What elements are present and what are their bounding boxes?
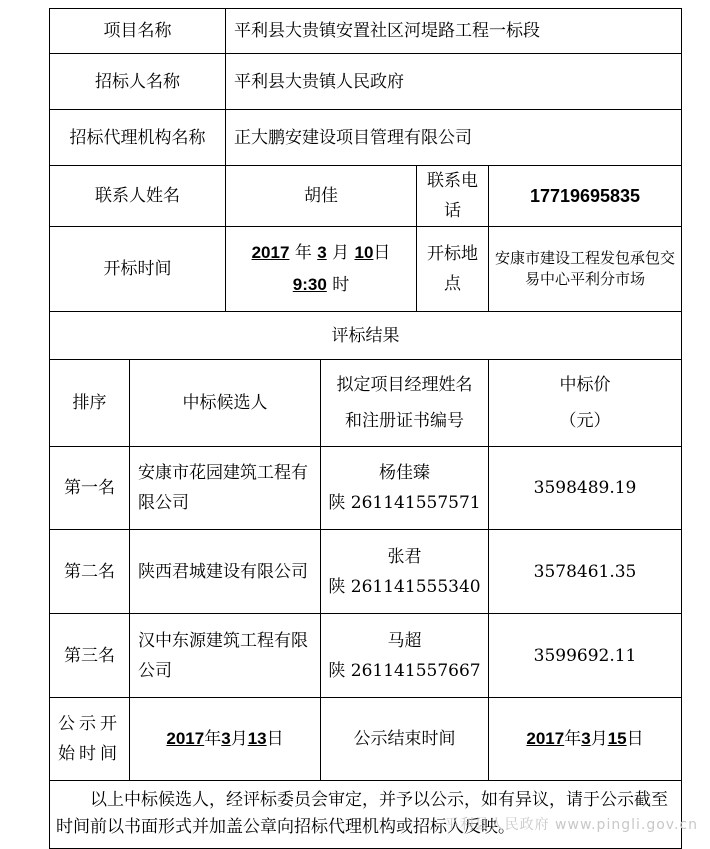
- manager-cell: [321, 530, 489, 614]
- publicity-end-label: 公示结束时间: [321, 698, 489, 781]
- col-manager-line2: 和注册证书编号: [345, 411, 464, 431]
- phone-value: [489, 166, 682, 227]
- publicity-start-value: [130, 698, 321, 781]
- project-name-value: 平利县大贵镇安置社区河堤路工程一标段: [226, 9, 682, 54]
- agency-value: 正大鹏安建设项目管理有限公司: [226, 110, 682, 166]
- phone-label: 联系电话: [417, 166, 489, 227]
- col-manager-line1: 拟定项目经理姓名: [336, 375, 473, 395]
- manager-name: 马超: [387, 630, 422, 651]
- tenderer-label: 招标人名称: [50, 54, 226, 110]
- unit-day: 日: [626, 729, 644, 749]
- opening-day: 10: [354, 243, 374, 262]
- notice-text: 以上中标候选人，经评标委员会审定，并予以公示，如有异议，请于公示截至时间前以书面形式并加盖公章向招标代理机构或招标人反映。: [50, 781, 682, 849]
- unit-year: 年: [294, 243, 312, 263]
- agency-label: 招标代理机构名称: [50, 110, 226, 166]
- row-results-title: [50, 312, 682, 360]
- unit-year: 年: [204, 729, 222, 749]
- rank-cell: 第三名: [50, 614, 130, 698]
- opening-time-label: 开标时间: [50, 227, 226, 312]
- table-row: [50, 530, 682, 614]
- row-agency: [50, 110, 682, 166]
- contact-label: 联系人姓名: [50, 166, 226, 227]
- rank-cell: 第二名: [50, 530, 130, 614]
- candidate-cell: 陕西君城建设有限公司: [130, 530, 321, 614]
- opening-date: [230, 237, 412, 269]
- manager-cert: 陕 261141555340: [328, 576, 481, 597]
- end-day: 15: [607, 729, 627, 748]
- rank-cell: 第一名: [50, 447, 130, 530]
- manager-cert: 陕 261141557667: [328, 660, 481, 681]
- unit-month: 月: [230, 729, 248, 749]
- col-price-header: [489, 360, 682, 447]
- unit-month: 月: [332, 243, 350, 263]
- row-project-name: [50, 9, 682, 54]
- col-manager-header: [321, 360, 489, 447]
- col-price-line1: 中标价: [559, 375, 611, 395]
- tenderer-value: 平利县大贵镇人民政府: [226, 54, 682, 110]
- unit-hour: 时: [332, 275, 350, 295]
- opening-year: 2017: [251, 243, 290, 262]
- project-name-label: 项目名称: [50, 9, 226, 54]
- results-header-row: [50, 360, 682, 447]
- start-day: 13: [247, 729, 267, 748]
- row-tenderer: [50, 54, 682, 110]
- start-year: 2017: [166, 729, 205, 748]
- end-year: 2017: [526, 729, 565, 748]
- manager-name: 杨佳臻: [379, 463, 430, 483]
- unit-day: 日: [266, 729, 284, 749]
- manager-cell: [321, 447, 489, 530]
- row-publicity: [50, 698, 682, 781]
- opening-hour: [230, 269, 412, 301]
- unit-day: 日: [373, 243, 391, 263]
- opening-place-value: 安康市建设工程发包承包交易中心平利分市场: [489, 227, 682, 312]
- manager-cert: 陕 261141557571: [328, 493, 481, 513]
- table-row: [50, 614, 682, 698]
- opening-place-label: 开标地点: [417, 227, 489, 312]
- opening-time: 9:30: [292, 275, 327, 294]
- table-row: [50, 447, 682, 530]
- manager-cell: [321, 614, 489, 698]
- contact-value: 胡佳: [226, 166, 417, 227]
- publicity-start-label: 公示开始时间: [50, 698, 130, 781]
- col-candidate-header: 中标候选人: [130, 360, 321, 447]
- price-cell: 3598489.19: [489, 447, 682, 530]
- phone-number: 17719695835: [529, 185, 641, 206]
- start-month: 3: [221, 729, 231, 748]
- opening-time-value: [226, 227, 417, 312]
- row-contact: [50, 166, 682, 227]
- price-cell: 3599692.11: [489, 614, 682, 698]
- end-month: 3: [581, 729, 591, 748]
- unit-month: 月: [590, 729, 608, 749]
- row-opening: [50, 227, 682, 312]
- candidate-cell: 汉中东源建筑工程有限公司: [130, 614, 321, 698]
- unit-year: 年: [564, 729, 582, 749]
- watermark: 平利县人民政府 www.pingli.gov.cn: [444, 817, 698, 833]
- col-price-line2: （元）: [559, 411, 611, 431]
- results-title: 评标结果: [50, 312, 682, 360]
- publicity-end-value: [489, 698, 682, 781]
- opening-month: 3: [317, 243, 327, 262]
- candidate-cell: 安康市花园建筑工程有限公司: [130, 447, 321, 530]
- price-cell: 3578461.35: [489, 530, 682, 614]
- manager-name: 张君: [387, 546, 422, 567]
- bid-result-table: [49, 8, 682, 849]
- col-rank-header: 排序: [50, 360, 130, 447]
